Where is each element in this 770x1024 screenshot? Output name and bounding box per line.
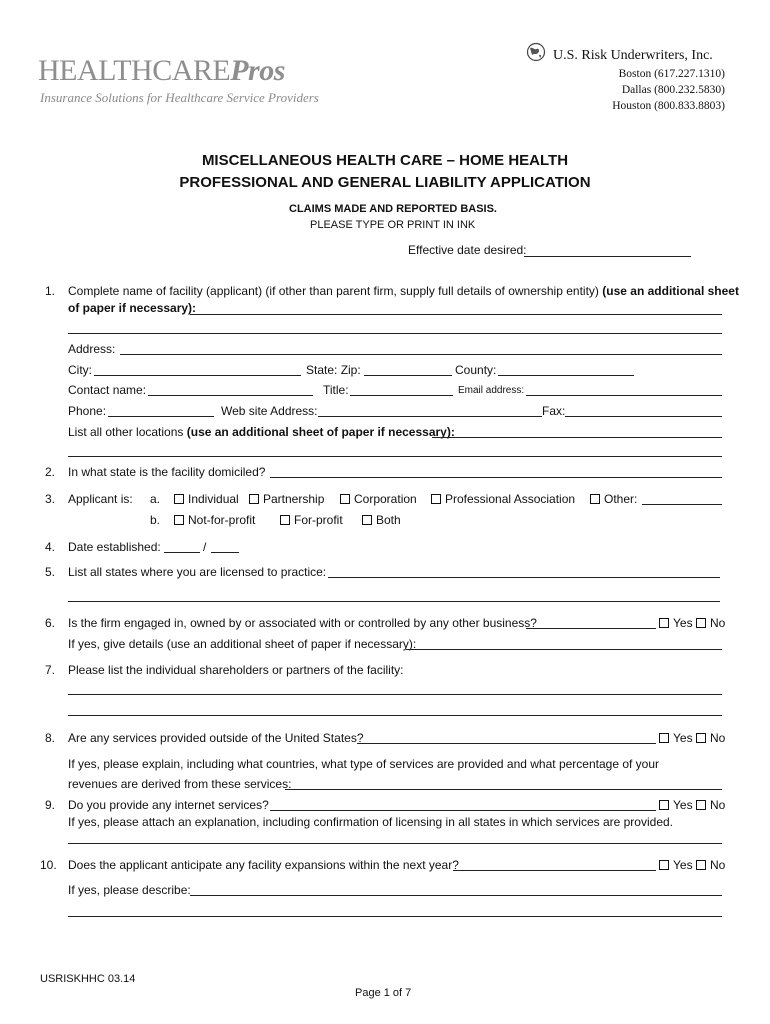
- title-label: Title:: [323, 383, 349, 397]
- checkbox-icon[interactable]: [696, 860, 706, 870]
- q3-a-label: a.: [150, 492, 161, 506]
- checkbox-icon[interactable]: [659, 860, 669, 870]
- logo-pros-text: Pros: [230, 54, 285, 87]
- facility-name-field[interactable]: [190, 314, 722, 315]
- q1-number: 1.: [45, 284, 56, 298]
- ink-instruction: PLEASE TYPE OR PRINT IN INK: [310, 219, 476, 231]
- q10-text: Does the applicant anticipate any facility expansions within the next year?: [68, 858, 459, 872]
- partnership-label: Partnership: [263, 492, 325, 506]
- county-field[interactable]: [498, 375, 634, 376]
- shareholders-field[interactable]: [68, 694, 722, 695]
- q2-number: 2.: [45, 465, 56, 479]
- q1-text: [68, 284, 739, 298]
- contact-field[interactable]: [148, 395, 313, 396]
- checkbox-individual[interactable]: [174, 492, 239, 506]
- q8-details-field[interactable]: [285, 789, 722, 790]
- yes-label: Yes: [673, 731, 693, 745]
- checkbox-icon[interactable]: [362, 515, 372, 525]
- no-label: No: [710, 798, 726, 812]
- date-separator: /: [203, 540, 207, 554]
- checkbox-icon[interactable]: [431, 494, 441, 504]
- q4-text: Date established:: [68, 540, 161, 554]
- q3-number: 3.: [45, 492, 56, 506]
- county-label: County:: [455, 363, 497, 377]
- q6-answer-field[interactable]: [526, 628, 656, 629]
- checkbox-both[interactable]: [362, 513, 401, 527]
- q6-text: Is the firm engaged in, owned by or associated with or controlled by any other business?: [68, 616, 537, 630]
- q6-no[interactable]: [696, 616, 725, 630]
- q10-yes[interactable]: [659, 858, 693, 872]
- domicile-state-field[interactable]: [270, 477, 722, 478]
- checkbox-icon[interactable]: [659, 733, 669, 743]
- facility-name-field-2[interactable]: [68, 333, 722, 334]
- checkbox-partnership[interactable]: [249, 492, 324, 506]
- q8-no[interactable]: [696, 731, 725, 745]
- checkbox-icon[interactable]: [174, 494, 184, 504]
- q6-yes[interactable]: [659, 616, 693, 630]
- individual-label: Individual: [188, 492, 239, 506]
- state-zip-label: State: Zip:: [306, 363, 361, 377]
- logo-tagline: Insurance Solutions for Healthcare Service Providers: [40, 90, 319, 105]
- q9-no[interactable]: [696, 798, 725, 812]
- q8-yes[interactable]: [659, 731, 693, 745]
- checkbox-icon[interactable]: [659, 800, 669, 810]
- date-established-year[interactable]: [211, 552, 239, 553]
- logo-main-text: HEALTHCARE: [38, 54, 231, 87]
- yes-label: Yes: [673, 616, 693, 630]
- q8-answer-field[interactable]: [357, 743, 656, 744]
- effective-date-label: Effective date desired:: [408, 243, 527, 257]
- q10-details-field-2[interactable]: [68, 916, 722, 917]
- fax-field[interactable]: [565, 416, 722, 417]
- checkbox-icon[interactable]: [340, 494, 350, 504]
- both-label: Both: [376, 513, 401, 527]
- no-label: No: [710, 858, 726, 872]
- corporation-label: Corporation: [354, 492, 417, 506]
- yes-label: Yes: [673, 798, 693, 812]
- q5-text: List all states where you are licensed to practice:: [68, 565, 327, 579]
- contact-label: Contact name:: [68, 383, 147, 397]
- q1-text-main: Complete name of facility (applicant) (if other than parent firm, supply full details of ownership entity): [68, 284, 599, 298]
- q3-text: Applicant is:: [68, 492, 133, 506]
- date-established-month[interactable]: [164, 552, 200, 553]
- checkbox-icon[interactable]: [249, 494, 259, 504]
- q7-number: 7.: [45, 663, 56, 677]
- phone-field[interactable]: [108, 416, 214, 417]
- q3-b-label: b.: [150, 513, 161, 527]
- effective-date-field[interactable]: [524, 256, 691, 257]
- q6-followup: If yes, give details (use an additional sheet of paper if necessary):: [68, 637, 417, 651]
- city-field[interactable]: [94, 375, 301, 376]
- city-label: City:: [68, 363, 92, 377]
- q2-text: In what state is the facility domiciled?: [68, 465, 266, 479]
- checkbox-professional-association[interactable]: [431, 492, 575, 506]
- state-zip-field[interactable]: [364, 375, 452, 376]
- q4-number: 4.: [45, 540, 56, 554]
- email-field[interactable]: [526, 395, 722, 396]
- q6-details-field[interactable]: [406, 649, 722, 650]
- checkbox-other[interactable]: [590, 492, 637, 506]
- address-field[interactable]: [120, 354, 722, 355]
- q9-text: Do you provide any internet services?: [68, 798, 269, 812]
- address-label: Address:: [68, 342, 116, 356]
- form-title-line2: PROFESSIONAL AND GENERAL LIABILITY APPLICATION: [179, 174, 591, 191]
- checkbox-not-for-profit[interactable]: [174, 513, 255, 527]
- q9-answer-field[interactable]: [270, 810, 656, 811]
- q9-yes[interactable]: [659, 798, 693, 812]
- professional-association-label: Professional Association: [445, 492, 576, 506]
- globe-icon: [526, 42, 546, 62]
- q10-followup: If yes, please describe:: [68, 883, 191, 897]
- checkbox-icon[interactable]: [590, 494, 600, 504]
- locations-field[interactable]: [432, 437, 722, 438]
- checkbox-for-profit[interactable]: [280, 513, 343, 527]
- checkbox-icon[interactable]: [696, 618, 706, 628]
- q8-text: Are any services provided outside of the United States?: [68, 731, 364, 745]
- form-code: USRISKHHC 03.14: [40, 973, 136, 985]
- title-field[interactable]: [350, 395, 453, 396]
- fax-label: Fax:: [542, 404, 566, 418]
- checkbox-icon[interactable]: [280, 515, 290, 525]
- office-houston: Houston (800.833.8803): [612, 100, 725, 112]
- q10-number: 10.: [40, 858, 57, 872]
- q9-details-field[interactable]: [68, 843, 722, 844]
- office-boston: Boston (617.227.1310): [618, 68, 725, 80]
- checkbox-icon[interactable]: [696, 733, 706, 743]
- checkbox-icon[interactable]: [659, 618, 669, 628]
- no-label: No: [710, 731, 726, 745]
- yes-label: Yes: [673, 858, 693, 872]
- q8-followup1: If yes, please explain, including what countries, what type of services are provided and what percentage of your: [68, 757, 660, 771]
- q9-followup: If yes, please attach an explanation, including confirmation of licensing in all states in which services are provided.: [68, 815, 673, 829]
- email-label: Email address:: [458, 385, 525, 396]
- q10-no[interactable]: [696, 858, 725, 872]
- other-field[interactable]: [642, 504, 722, 505]
- q10-details-field[interactable]: [190, 895, 722, 896]
- website-field[interactable]: [318, 416, 542, 417]
- q1-text-bold2: of paper if necessary):: [68, 301, 197, 315]
- for-profit-label: For-profit: [294, 513, 343, 527]
- form-title-line1: MISCELLANEOUS HEALTH CARE – HOME HEALTH: [201, 152, 569, 169]
- website-label: Web site Address:: [221, 404, 318, 418]
- q10-answer-field[interactable]: [453, 870, 656, 871]
- licensed-states-field[interactable]: [328, 577, 720, 578]
- locations-text: List all other locations: [68, 425, 184, 439]
- claims-basis: CLAIMS MADE AND REPORTED BASIS.: [289, 203, 497, 215]
- locations-bold: (use an additional sheet of paper if necessary):: [186, 425, 455, 439]
- q6-number: 6.: [45, 616, 56, 630]
- phone-label: Phone:: [68, 404, 107, 418]
- checkbox-corporation[interactable]: [340, 492, 417, 506]
- checkbox-icon[interactable]: [174, 515, 184, 525]
- no-label: No: [710, 616, 726, 630]
- checkbox-icon[interactable]: [696, 800, 706, 810]
- office-dallas: Dallas (800.232.5830): [621, 84, 725, 96]
- logo: [38, 54, 285, 88]
- not-for-profit-label: Not-for-profit: [188, 513, 256, 527]
- q8-number: 8.: [45, 731, 56, 745]
- locations-label: [68, 425, 455, 439]
- q7-text: Please list the individual shareholders or partners of the facility:: [68, 663, 404, 677]
- locations-field-2[interactable]: [68, 456, 722, 457]
- q9-number: 9.: [45, 798, 56, 812]
- q5-number: 5.: [45, 565, 56, 579]
- licensed-states-field-2[interactable]: [68, 601, 720, 602]
- shareholders-field-2[interactable]: [68, 715, 722, 716]
- q8-followup2: revenues are derived from these services:: [68, 777, 292, 791]
- q1-text-bold: (use an additional sheet: [602, 284, 739, 298]
- other-label: Other:: [604, 492, 638, 506]
- page-number: Page 1 of 7: [355, 987, 412, 999]
- company-name: U.S. Risk Underwriters, Inc.: [553, 48, 713, 63]
